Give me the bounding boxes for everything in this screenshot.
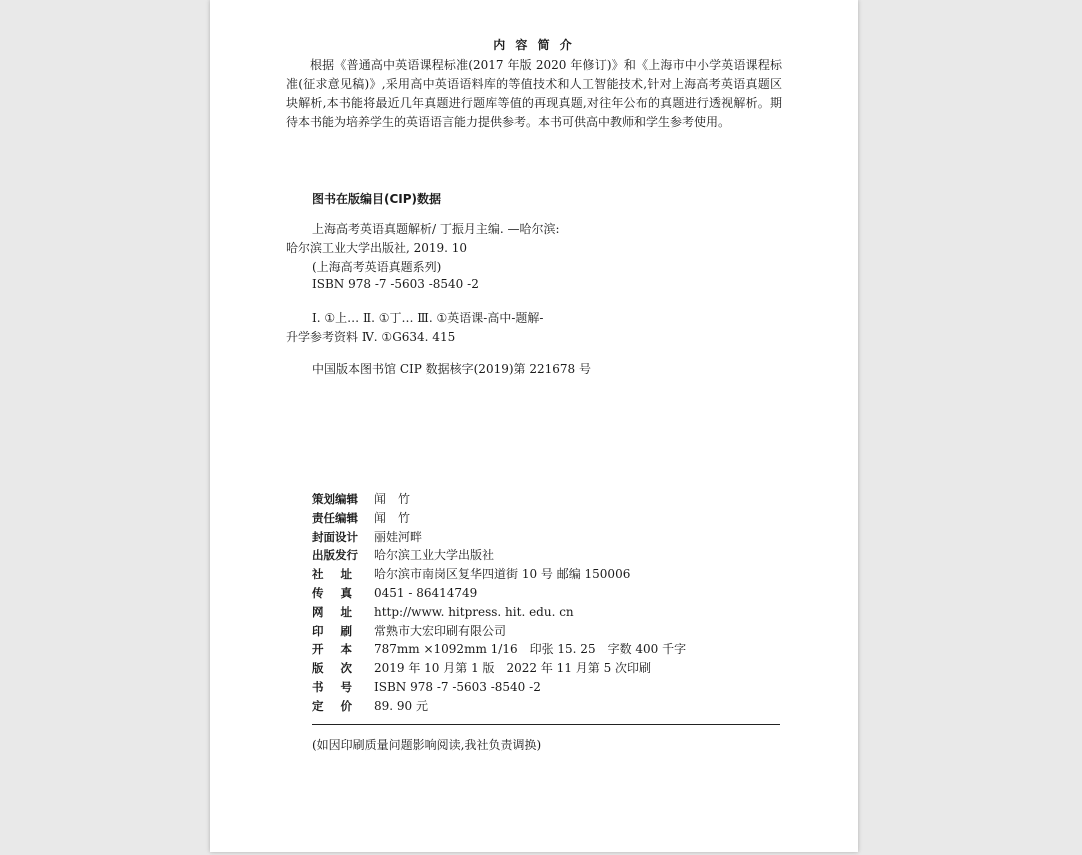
imprint-row: [312, 584, 686, 603]
imprint-label: 书号: [312, 679, 369, 694]
imprint-row: [312, 640, 686, 659]
imprint-value: ISBN 978 -7 -5603 -8540 -2: [374, 679, 541, 694]
imprint-row: [312, 622, 686, 641]
imprint-label: 责任编辑: [312, 510, 358, 525]
imprint-value: 丽娃河畔: [374, 529, 423, 544]
cip-line-classification-cont: 升学参考资料 Ⅳ. ①G634. 415: [286, 330, 456, 344]
imprint-row: [312, 678, 686, 697]
imprint-value: 常熟市大宏印刷有限公司: [374, 623, 507, 638]
cip-line-series: (上海高考英语真题系列): [312, 260, 442, 274]
imprint-label: 定价: [312, 698, 369, 713]
imprint-row: [312, 509, 686, 528]
imprint-row: [312, 659, 686, 678]
cip-line-publisher: 哈尔滨工业大学出版社, 2019. 10: [286, 241, 468, 255]
imprint-value: 0451 - 86414749: [374, 585, 478, 600]
cip-line-isbn: ISBN 978 -7 -5603 -8540 -2: [312, 277, 479, 291]
cip-line-classification: Ⅰ. ①上… Ⅱ. ①丁… Ⅲ. ①英语课-高中-题解-: [312, 311, 544, 325]
imprint-value: 787mm ×1092mm 1/16 印张 15. 25 字数 400 千字: [374, 642, 687, 657]
cip-line-title: 上海高考英语真题解析/ 丁振月主编. —哈尔滨:: [312, 222, 560, 236]
document-page: [210, 0, 858, 852]
imprint-value: 闻 竹: [374, 492, 411, 506]
imprint-label: 策划编辑: [312, 492, 358, 506]
imprint-value: 哈尔滨工业大学出版社: [374, 548, 495, 563]
imprint-value: 89. 90 元: [374, 698, 428, 713]
imprint-label: 出版发行: [312, 548, 358, 563]
divider-rule: [312, 724, 780, 725]
imprint-label: 封面设计: [312, 529, 358, 544]
imprint-label: 印刷: [312, 623, 369, 638]
intro-title: 内 容 简 介: [493, 38, 575, 52]
imprint-row: [312, 565, 686, 584]
imprint-value: http://www. hitpress. hit. edu. cn: [374, 604, 574, 619]
imprint-label: 网址: [312, 604, 369, 619]
imprint-row: [312, 546, 686, 565]
imprint-value: 闻 竹: [374, 510, 411, 525]
imprint-table: [312, 490, 686, 716]
imprint-row: [312, 697, 686, 716]
intro-paragraph: 根据《普通高中英语课程标准(2017 年版 2020 年修订)》和《上海市中小学英语课程标准(征求意见稿)》,采用高中英语语料库的等值技术和人工智能技术,针对上海高考英语真题区块解析,本书能将最近几年真题进行题库等值的再现真题,对往年公布的真题进行透视解析。期待本书能为培养学生的英语语言能力提供参考。本书可供高中教师和学生参考使用。: [286, 58, 782, 129]
imprint-row: [312, 490, 686, 509]
imprint-value: 哈尔滨市南岗区复华四道街 10 号 邮编 150006: [374, 567, 631, 582]
cip-heading: 图书在版编目(CIP)数据: [312, 192, 442, 206]
quality-note: (如因印刷质量问题影响阅读,我社负责调换): [312, 738, 542, 752]
imprint-label: 社址: [312, 567, 369, 582]
imprint-label: 版次: [312, 661, 369, 676]
imprint-row: [312, 528, 686, 547]
imprint-label: 开本: [312, 642, 369, 657]
cip-line-record-number: 中国版本图书馆 CIP 数据核字(2019)第 221678 号: [312, 362, 591, 376]
imprint-value: 2019 年 10 月第 1 版 2022 年 11 月第 5 次印刷: [374, 661, 652, 676]
imprint-row: [312, 603, 686, 622]
imprint-label: 传真: [312, 585, 369, 600]
